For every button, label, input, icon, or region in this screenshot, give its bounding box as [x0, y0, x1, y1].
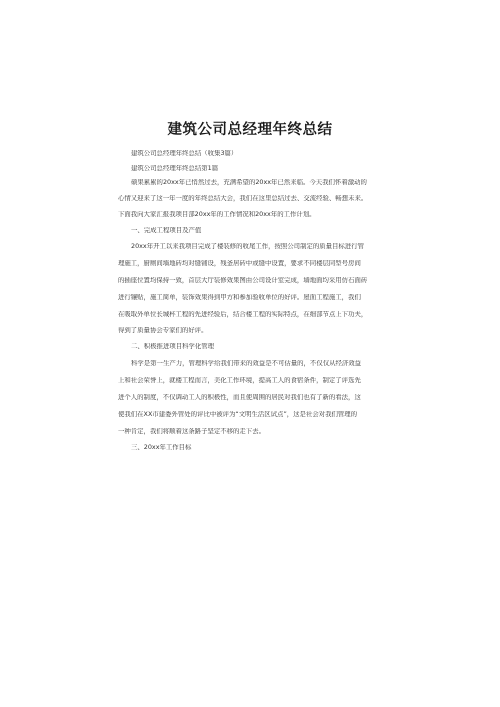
intro-paragraph — [118, 179, 388, 218]
paragraph-line: 得到了质量协会专家们的好评。 — [118, 327, 208, 334]
document-subtitle: 建筑公司总经理年终总结（收集3篇） — [131, 150, 238, 157]
heading-2: 二、积极推进项目科学化管理 — [131, 343, 215, 350]
paragraph-line: 心情又迎来了这一年一度的年终总结大会，我们在这里总结过去、交流经验、畅想未来。 — [118, 195, 368, 202]
paragraph-line: 一种肯定，我们将顺着这条路子坚定不移的走下去。 — [118, 427, 265, 435]
page-title: 建筑公司总经理年终总结 — [167, 122, 333, 138]
paragraph-line: 在吸取外单位长城杯工程的先进经验后，结合楼工程的实际特点，在细部节点上下功夫， — [118, 311, 368, 318]
document-body — [118, 150, 388, 451]
heading-3: 三、20xx年工作目标 — [131, 444, 192, 451]
paragraph-line: 硕果累累的20xx年已悄然过去，充满希望的20xx年已然来临。今天我们怀着激动的 — [131, 179, 367, 186]
paragraph-1 — [118, 243, 388, 334]
paragraph-line: 使我们在XX市建委外管处的评比中被评为“文明生活区试点”，这是社会对我们管理的 — [118, 410, 358, 418]
section-heading: 建筑公司总经理年终总结第1篇 — [131, 164, 219, 172]
heading-1: 一、完成工程项目及产值 — [131, 227, 202, 234]
paragraph-line: 理施工，厨厕间墙地砖均对缝铺设，残釜居砖中或缝中设置，要求不同楼层同型号房间 — [118, 260, 361, 267]
paragraph-line: 20xx年开工以来我项目完成了楼装修的收尾工作，按照公司制定的质量目标进行管 — [131, 243, 364, 250]
paragraph-line: 进个人的制度，不仅调动工人的积极性，而且使周围的居民对我们也有了新的看法，这 — [118, 393, 361, 401]
paragraph-line: 下面我向大家汇报我项目部20xx年的工作情况和20xx年的工作计划。 — [118, 211, 316, 218]
paragraph-line: 上和社会荣誉上，就楼工程而言，美化工作环境，提高工人的食宿条件，制定了评选先 — [118, 376, 361, 384]
paragraph-line: 进行镶贴，施工简单，装饰效果得到甲方和参加验收单位的好评。屋面工程施工，我们 — [118, 294, 361, 301]
paragraph-line: 科学是第一生产力，管理科学给我们带来的效益是不可估量的，不仅仅从经济效益 — [131, 359, 362, 367]
paragraph-2 — [118, 360, 388, 435]
paragraph-line: 的插座位置均保持一致，首层大厅装修效果图由公司设计室完成，墙地面均采用仿石面砖 — [118, 277, 368, 284]
